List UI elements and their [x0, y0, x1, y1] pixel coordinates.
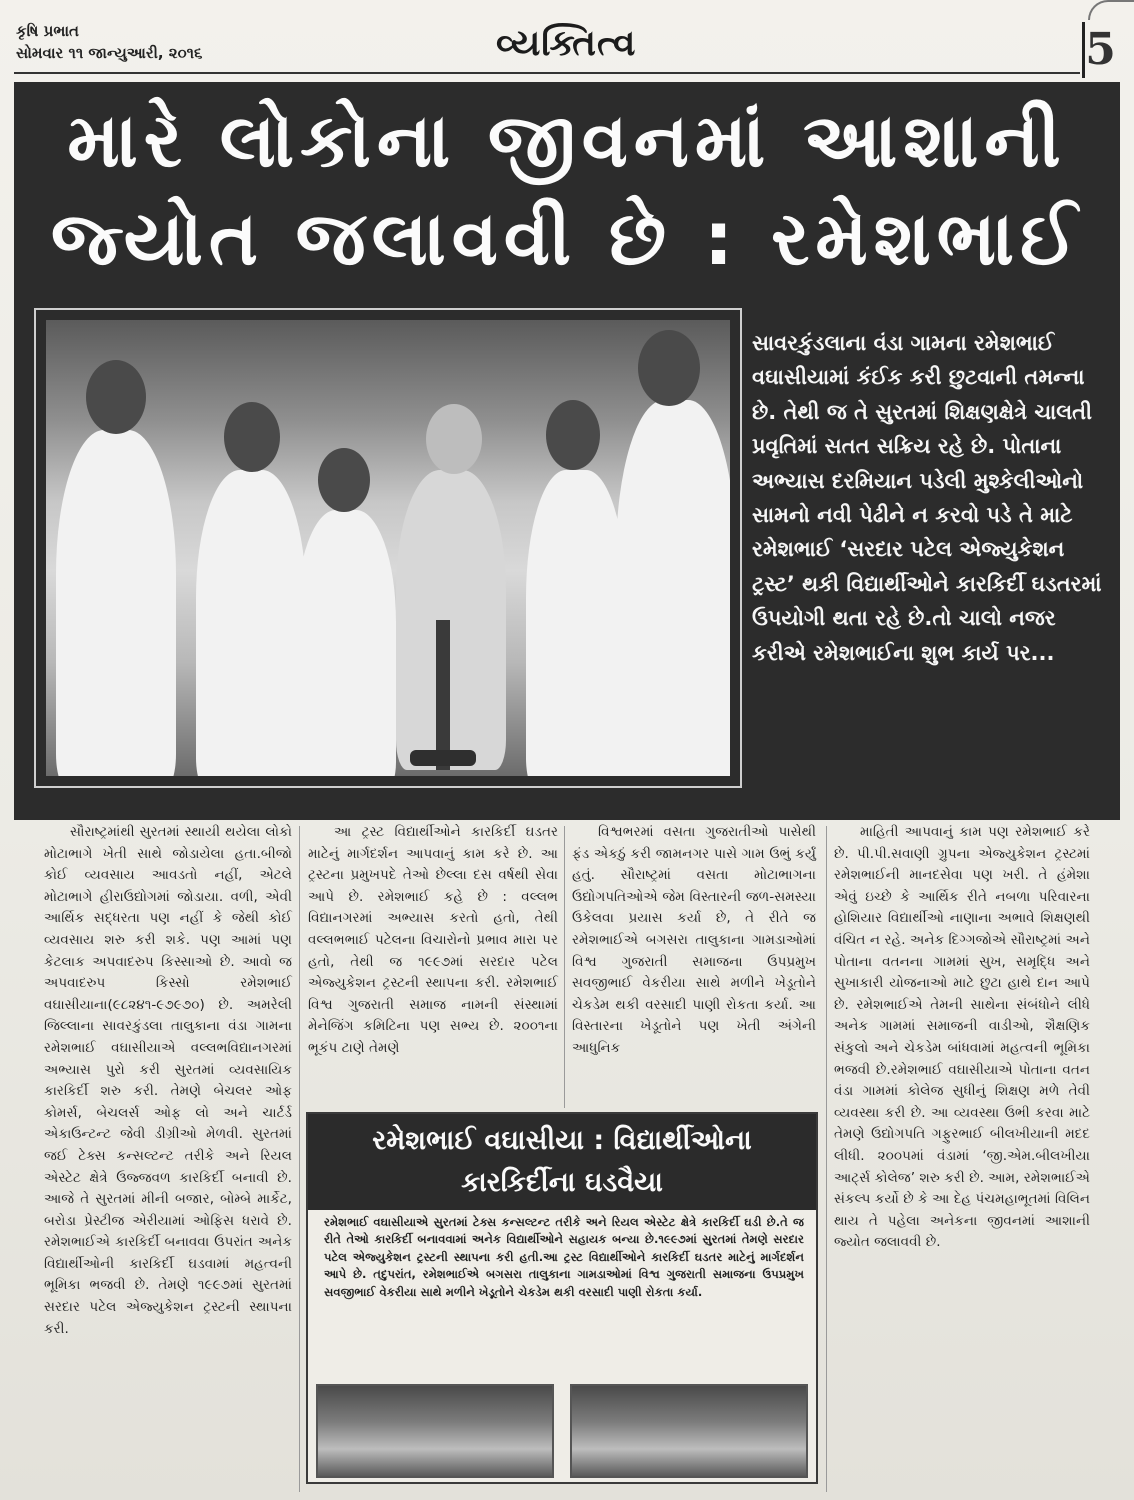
header-rule — [14, 72, 1080, 74]
article-column-2 — [308, 822, 558, 1060]
headline — [14, 92, 1120, 288]
photo-person — [526, 470, 626, 776]
inset-title-line-1: રમેશભાઈ વઘાસીયા : વિદ્યાર્થીઓના — [372, 1125, 752, 1156]
column-1-text: સૌરાષ્ટ્રમાંથી સુરતમાં સ્થાયી થયેલા લોકો મોટાભાગે ખેતી સાથે જોડાયેલા હતા.બીજો કોઈ વ્યવસાય આવડતો નહીં, એટલે મોટાભાગે હીરાઉદ્યોગમાં જોડાયા. વળી, એવી આર્થિક સદ્ધરતા પણ નહીં કે જેથી કોઈ વ્યવસાય શરુ કરી શકે. પણ આમાં પણ કેટલાક અપવાદરુપ કિસ્સાઓ છે. આવો જ અપવાદરુપ કિસ્સો રમેશભાઈ વઘાસીયાના(૯૮૨૪૧-૯૭૯૭૦) છે. અમરેલી જિલ્લાના સાવરકુંડલા તાલુકાના વંડા ગામના રમેશભાઈ વઘાસીયાએ વલ્લભવિદ્યાનગરમાં અભ્યાસ પુરો કરી સુરતમાં વ્યવસાયિક કારકિર્દી શરુ કરી. તેમણે બેચલર ઓફ કોમર્સ, બેચલર્સ ઓફ લો અને ચાર્ટર્ડ એકાઉન્ટન્ટ જેવી ડીગ્રીઓ મેળવી. સુરતમાં જઈ ટેક્સ કન્સલ્ટન્ટ તરીકે અને રિયલ એસ્ટેટ ક્ષેત્રે ઉજ્જવળ કારકિર્દી બનાવી છે. આજે તે સુરતમાં મીની બજાર, બોમ્બે માર્કેટ, બરોડા પ્રેસ્ટીજ એરીયામાં ઓફિસ ધરાવે છે. રમેશભાઈએ કારકિર્દી બનાવવા ઉપરાંત અનેક વિદ્યાર્થીઓની કારકિર્દી ઘડવામાં મહત્વની ભૂમિકા ભજવી છે. તેમણે ૧૯૯૭માં સુરતમાં સરદાર પટેલ એજ્યુકેશન ટ્રસ્ટની સ્થાપના કરી. — [44, 824, 292, 1337]
leaf-ornament-icon — [1088, 0, 1134, 20]
oil-lamp — [436, 620, 450, 770]
intro-text: સાવરકુંડલાના વંડા ગામના રમેશભાઈ વઘાસીયામાં કંઈક કરી છુટવાની તમન્ના છે. તેથી જ તે સુરતમાં શિક્ષણક્ષેત્રે ચાલતી પ્રવૃતિમાં સતત સક્રિય રહે છે. પોતાના અભ્યાસ દરમિયાન પડેલી મુશ્કેલીઓનો સામનો નવી પેઢીને ન કરવો પડે તે માટે રમેશભાઈ ‘સરદાર પટેલ એજ્યુકેશન ટ્રસ્ટ’ થકી વિદ્યાર્થીઓને કારકિર્દી ઘડતરમાં ઉપયોગી થતા રહે છે.તો ચાલો નજર કરીએ રમેશભાઈના શુભ કાર્ય પર... — [752, 331, 1102, 665]
photo-person-head — [638, 330, 700, 406]
headline-line-1: મારે લોકોના જીવનમાં આશાની — [67, 98, 1067, 184]
main-photo — [46, 320, 730, 776]
photo-person — [296, 510, 396, 776]
column-4-text: માહિતી આપવાનું કામ પણ રમેશભાઈ કરે છે. પી.પી.સવાણી ગ્રુપના એજ્યુકેશન ટ્રસ્ટમાં રમેશભાઈની માનદસેવા પણ ખરી. તે હંમેશા એવું ઇચ્છે કે આર્થિક રીતે નબળા પરિવારના હોશિયાર વિદ્યાર્થીઓ નાણાના અભાવે શિક્ષણથી વંચિત ન રહે. અનેક દિગ્ગજોએ સૌરાષ્ટ્રમાં અને પોતાના વતનના ગામમાં સુખ, સમૃદ્ધિ અને સુખાકારી યોજનાઓ માટે છુટા હાથે દાન આપે છે. રમેશભાઈએ તેમની સાથેના સંબંધોને લીધે અનેક ગામમાં સમાજની વાડીઓ, શૈક્ષણિક સંકુલો અને ચેકડેમ બાંધવામાં મહત્વની ભૂમિકા ભજવી છે.રમેશભાઈ વઘાસીયાએ પોતાના વતન વંડા ગામમાં કોલેજ સુધીનું શિક્ષણ મળે તેવી વ્યવસ્થા કરી છે. આ વ્યવસ્થા ઉભી કરવા માટે તેમણે ઉદ્યોગપતિ ગફુરભાઈ બીલખીયાની મદદ લીધી. ૨૦૦૫માં વંડામાં ‘જી.એમ.બીલખીયા આર્ટ્સ કોલેજ’ શરુ કરી છે. આમ, રમેશભાઈએ સંકલ્પ કર્યો છે કે આ દેહ પંચમહાભૂતમાં વિલિન થાય તે પહેલા અનેકના જીવનમાં આશાની જ્યોત જલાવવી છે. — [834, 824, 1090, 1251]
masthead — [16, 20, 202, 64]
inset-photo-left — [316, 1384, 554, 1478]
inset-box — [306, 1112, 818, 1484]
column-divider — [299, 826, 300, 1492]
paper-name: કૃષિ પ્રભાત — [16, 22, 79, 40]
photo-person — [56, 430, 176, 776]
oil-lamp-base — [410, 750, 476, 766]
inset-photo-right — [570, 1384, 808, 1478]
photo-person-head — [318, 448, 370, 512]
column-3-text: વિશ્વભરમાં વસતા ગુજરાતીઓ પાસેથી ફંડ એકઠું કરી જામનગર પાસે ગામ ઉભું કર્યું હતું. સૌરાષ્ટ્રમાં વસતા મોટાભાગના ઉદ્યોગપતિઓએ જેમ વિસ્તારની જળ-સમસ્યા ઉકેલવા પ્રયાસ કર્યા છે, તે રીતે જ રમેશભાઈએ બગસરા તાલુકાના ગામડાઓમાં વિશ્વ ગુજરાતી સમાજના ઉપપ્રમુખ સવજીભાઈ વેકરીયા સાથે મળીને ખેડૂતોને ચેકડેમ થકી વરસાદી પાણી રોકતા કર્યા. આ વિસ્તારના ખેડૂતોને પણ ખેતી અંગેની આધુનિક — [572, 824, 816, 1056]
photo-person — [196, 470, 306, 776]
headline-block — [14, 82, 1120, 820]
page-number: 5 — [1082, 22, 1116, 78]
article-column-4 — [834, 822, 1090, 1254]
main-photo-frame — [34, 308, 742, 788]
inset-title-line-2: કારકિર્દીના ઘડવૈયા — [461, 1167, 663, 1198]
inset-title — [308, 1114, 816, 1210]
photo-person-head — [224, 402, 280, 472]
photo-person-head — [546, 400, 600, 470]
photo-person — [396, 470, 506, 770]
column-divider — [826, 826, 827, 1492]
article-column-3 — [572, 822, 816, 1060]
photo-person-head — [86, 360, 146, 434]
photo-person-head — [426, 404, 482, 474]
article-column-1 — [44, 822, 292, 1340]
headline-line-2: જ્યોત જલાવવી છે : રમેશભાઈ — [50, 196, 1084, 282]
section-title: વ્યક્તિત્વ — [496, 22, 637, 64]
inset-text: રમેશભાઈ વઘાસીયાએ સુરતમાં ટેક્સ કન્સલ્ટન્ટ તરીકે અને રિયલ એસ્ટેટ ક્ષેત્રે કારકિર્દી ઘડી છે.તે જ રીતે તેઓ કારકિર્દી બનાવવામાં અનેક વિદ્યાર્થીઓને સહાયક બન્યા છે.૧૯૯૭માં સુરતમાં તેમણે સરદાર પટેલ એજ્યુકેશન ટ્રસ્ટની સ્થાપના કરી હતી.આ ટ્રસ્ટ વિદ્યાર્થીઓને કારકિર્દી ઘડતર માટેનું માર્ગદર્શન આપે છે. તદુપરાંત, રમેશભાઈએ બગસરા તાલુકાના ગામડાઓમાં વિશ્વ ગુજરાતી સમાજના ઉપપ્રમુખ સવજીભાઈ વેકરીયા સાથે મળીને ખેડૂતોને ચેકડેમ થકી વરસાદી પાણી રોકતા કર્યા. — [324, 1215, 804, 1299]
column-divider — [564, 826, 565, 1108]
issue-date: સોમવાર ૧૧ જાન્યુઆરી, ૨૦૧૬ — [16, 44, 203, 62]
photo-person — [616, 400, 730, 776]
column-2-text: આ ટ્રસ્ટ વિદ્યાર્થીઓને કારકિર્દી ઘડતર માટેનું માર્ગદર્શન આપવાનું કામ કરે છે. આ ટ્રસ્ટના પ્રમુખપદે તેઓ છેલ્લા દસ વર્ષથી સેવા આપે છે. રમેશભાઈ કહે છે : વલ્લભ વિદ્યાનગરમાં અભ્યાસ કરતો હતો, તેથી વલ્લભભાઈ પટેલના વિચારોનો પ્રભાવ મારા પર હતો, તેથી જ ૧૯૯૭માં સરદાર પટેલ એજ્યુકેશન ટ્રસ્ટની સ્થાપના કરી. રમેશભાઈ વિશ્વ ગુજરાતી સમાજ નામની સંસ્થામાં મેનેજિંગ કમિટિના પણ સભ્ય છે. ૨૦૦૧ના ભૂકંપ ટાણે તેમણે — [308, 824, 558, 1056]
